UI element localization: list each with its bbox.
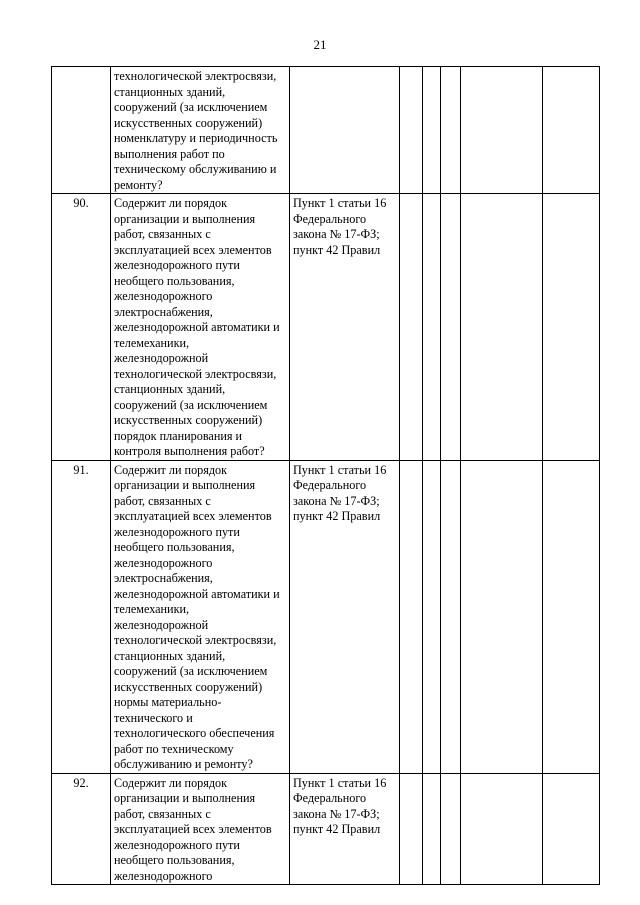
answer-cell-scope (461, 460, 543, 773)
table-row (52, 460, 600, 773)
legal-basis: Пункт 1 статьи 16 Федерального закона № 17-ФЗ; пункт 42 Правил (290, 460, 400, 773)
answer-cell-no (423, 460, 441, 773)
answer-cell-no (423, 194, 441, 461)
legal-basis: Пункт 1 статьи 16 Федерального закона № 17-ФЗ; пункт 42 Правил (290, 194, 400, 461)
row-number: 92. (52, 773, 111, 885)
answer-cell-scope (461, 194, 543, 461)
answer-cell-yes (400, 773, 423, 885)
legal-basis: Пункт 1 статьи 16 Федерального закона № 17-ФЗ; пункт 42 Правил (290, 773, 400, 885)
checklist-table (51, 66, 600, 885)
question-text: Содержит ли порядок организации и выполнения работ, связанных с эксплуатацией всех элементов железнодорожного пути необщего пользования, железнодорожного (111, 773, 290, 885)
answer-cell-yes (400, 67, 423, 194)
question-text: Содержит ли порядок организации и выполнения работ, связанных с эксплуатацией всех элементов железнодорожного пути необщего пользования, железнодорожного электроснабжения, железнодорожной автоматики и телемеханики, железнодорожной технологической электросвязи, станционных зданий, сооружений (за исключением искусственных сооружений) нормы материально- технического и технологического обеспечения работ по техническому обслуживанию и ремонту? (111, 460, 290, 773)
table-row (52, 67, 600, 194)
answer-cell-na (441, 460, 461, 773)
table-row (52, 194, 600, 461)
answer-cell-note (543, 773, 600, 885)
answer-cell-na (441, 67, 461, 194)
answer-cell-scope (461, 67, 543, 194)
answer-cell-no (423, 67, 441, 194)
answer-cell-note (543, 194, 600, 461)
table-row (52, 773, 600, 885)
answer-cell-note (543, 460, 600, 773)
row-number: 90. (52, 194, 111, 461)
row-number: 91. (52, 460, 111, 773)
page-number: 21 (313, 37, 327, 52)
row-number (52, 67, 111, 194)
answer-cell-na (441, 773, 461, 885)
question-text: технологической электросвязи, станционных зданий, сооружений (за исключением искусственных сооружений) номенклатуру и периодичность выполнения работ по техническому обслуживанию и ремонту? (111, 67, 290, 194)
question-text: Содержит ли порядок организации и выполнения работ, связанных с эксплуатацией всех элементов железнодорожного пути необщего пользования, железнодорожного электроснабжения, железнодорожной автоматики и телемеханики, железнодорожной технологической электросвязи, станционных зданий, сооружений (за исключением искусственных сооружений) порядок планирования и контроля выполнения работ? (111, 194, 290, 461)
answer-cell-yes (400, 194, 423, 461)
answer-cell-scope (461, 773, 543, 885)
answer-cell-note (543, 67, 600, 194)
answer-cell-yes (400, 460, 423, 773)
answer-cell-no (423, 773, 441, 885)
legal-basis (290, 67, 400, 194)
answer-cell-na (441, 194, 461, 461)
